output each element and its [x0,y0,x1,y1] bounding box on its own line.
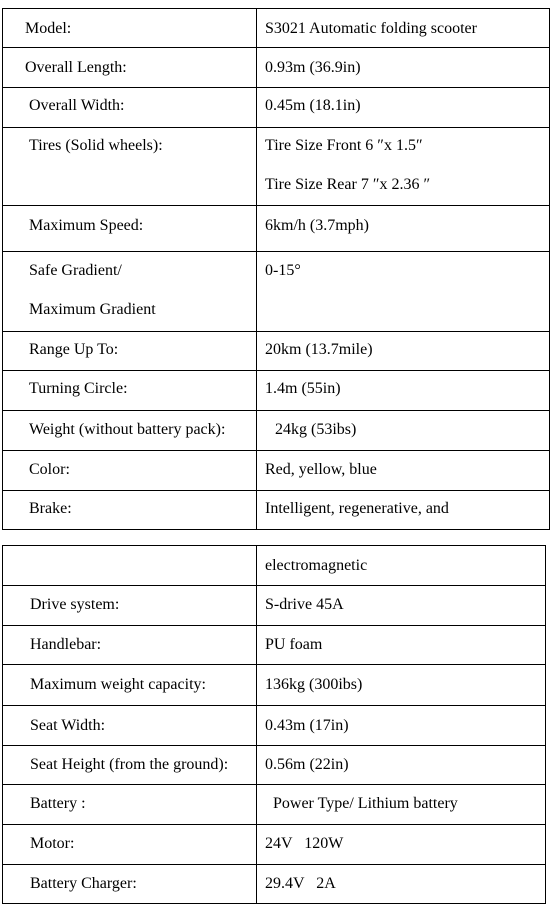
row-label: Handlebar: [30,636,102,653]
row-label [3,556,256,576]
row-value: 29.4V 2A [265,875,336,892]
row-label: Seat Width: [30,717,106,734]
row-label-cell [3,706,257,746]
row-value: 20km (13.7mile) [265,341,373,358]
row-value-cell [257,411,550,451]
table-row [3,626,546,665]
row-label: Battery : [30,795,86,812]
row-value-cell [257,128,550,206]
row-label: Brake: [29,500,72,517]
row-value-cell [257,785,546,825]
row-value: 0.43m (17in) [265,717,349,734]
row-value: 1.4m (55in) [265,380,341,397]
row-label: Battery Charger: [30,875,137,892]
row-value-cell [257,665,546,706]
row-value-cell [257,88,550,128]
spec-table-2 [2,545,546,904]
row-label-cell [3,332,257,371]
row-value-cell [257,332,550,371]
row-label: Turning Circle: [29,380,128,397]
row-label: Motor: [30,835,75,852]
table-row [3,706,546,746]
row-label: Maximum Gradient [29,301,156,318]
table-row [3,411,550,451]
row-label-cell [3,785,257,825]
row-value: Intelligent, regenerative, and [265,500,449,517]
row-label: Model: [25,20,72,37]
row-value-cell [257,626,546,665]
row-value: Red, yellow, blue [265,461,377,478]
table-row [3,586,546,626]
row-value-cell [257,252,550,332]
row-label: Drive system: [30,596,120,613]
row-label: Maximum weight capacity: [30,676,206,693]
row-label-cell [3,128,257,206]
row-label-cell [3,371,257,411]
spec-table-1 [2,8,550,530]
row-value-cell [257,371,550,411]
row-value: 6km/h (3.7mph) [265,217,369,234]
row-label-cell [3,491,257,530]
row-value: electromagnetic [265,557,368,574]
table-row [3,491,550,530]
row-value: 0-15° [265,262,301,279]
row-label: Range Up To: [29,341,119,358]
row-label-cell [3,865,257,904]
table-row [3,128,550,206]
row-value: 24kg (53ibs) [275,421,357,438]
row-label: Weight (without battery pack): [29,421,226,438]
row-label-cell [3,626,257,665]
row-label-cell [3,665,257,706]
row-label-cell [3,9,257,48]
row-value: Tire Size Rear 7 ″x 2.36 ″ [265,176,431,193]
row-value: Power Type/ Lithium battery [273,795,458,812]
table-row [3,746,546,785]
row-value-cell [257,451,550,491]
row-label: Maximum Speed: [29,217,144,234]
table-row [3,451,550,491]
row-label-cell [3,252,257,332]
table-row [3,206,550,252]
row-value: 0.45m (18.1in) [265,97,361,114]
row-value: 0.93m (36.9in) [265,59,361,76]
table-row [3,48,550,88]
row-value-cell [257,865,546,904]
row-label-cell [3,48,257,88]
row-label-cell [3,746,257,785]
row-value-cell [257,586,546,626]
table-row [3,252,550,332]
row-label: Overall Width: [29,97,125,114]
row-label: Seat Height (from the ground): [30,756,229,773]
row-label: Color: [29,461,70,478]
row-value-cell [257,491,550,530]
table-row [3,371,550,411]
row-label-cell [3,825,257,865]
row-label-cell [3,586,257,626]
row-label: Overall Length: [25,59,127,76]
row-value: S-drive 45A [265,596,344,613]
row-label-cell [3,88,257,128]
row-value: PU foam [265,636,323,653]
row-value-cell [257,825,546,865]
row-label: Tires (Solid wheels): [29,137,163,154]
row-value-cell [257,706,546,746]
row-label-cell [3,451,257,491]
table-row [3,865,546,904]
row-label: Safe Gradient/ [29,262,122,279]
row-label-cell [3,206,257,252]
row-value-cell [257,48,550,88]
row-value: 24V 120W [265,835,344,852]
row-value-cell [257,746,546,785]
table-row [3,88,550,128]
table-row [3,825,546,865]
row-value-cell [257,9,550,48]
row-value-cell [257,546,546,586]
table-row [3,9,550,48]
table-row [3,332,550,371]
table-row [3,785,546,825]
table-row [3,546,546,586]
row-value: Tire Size Front 6 ″x 1.5″ [265,137,423,154]
row-value-cell [257,206,550,252]
row-label-cell [3,546,257,586]
table-row [3,665,546,706]
row-label-cell [3,411,257,451]
row-value: 136kg (300ibs) [265,676,363,693]
row-value: 0.56m (22in) [265,756,349,773]
row-value: S3021 Automatic folding scooter [265,20,477,37]
